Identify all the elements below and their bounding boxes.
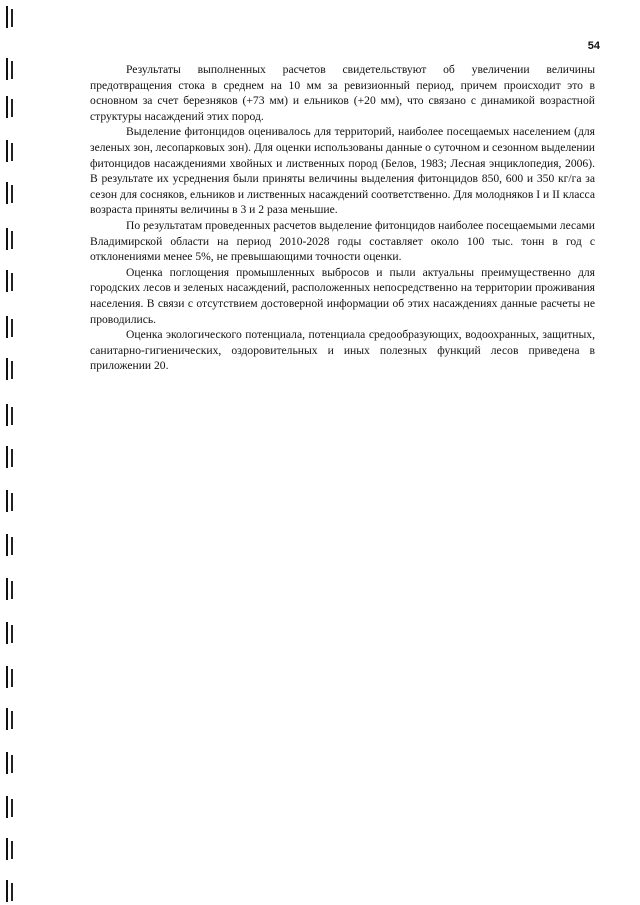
- binding-ring: [6, 880, 14, 902]
- binding-ring: [6, 752, 14, 774]
- binding-ring: [6, 270, 14, 292]
- binding-ring: [6, 228, 14, 250]
- binding-ring: [6, 446, 14, 468]
- spiral-binding: [0, 0, 22, 905]
- paragraph-phytoncides-method: Выделение фитонцидов оценивалось для территорий, наиболее посещаемых населением (для зеленых зон, лесопарковых зон). Для оценки использованы данные о суточном и сезонном выделении фитонцидов насаждениями хвойных и лиственных пород (Белов, 1983; Лесная энциклопедия, 2006). В результате их усреднения были приняты величины выделения фитонцидов 850, 600 и 350 кг/га за сезон для сосняков, ельников и лиственных насаждений соответственно. Для молодняков I и II класса возраста приняты величины в 3 и 2 раза меньшие.: [90, 125, 595, 217]
- binding-ring: [6, 622, 14, 644]
- binding-ring: [6, 666, 14, 688]
- binding-ring: [6, 6, 14, 28]
- page-number: 54: [587, 40, 600, 52]
- binding-ring: [6, 404, 14, 426]
- binding-ring: [6, 358, 14, 380]
- paragraph-emissions: Оценка поглощения промышленных выбросов и пыли актуальны преимущественно для городских лесов и зеленых насаждений, расположенных непосредственно на территории проживания населения. В связи с отсутствием достоверной информации об этих насаждениях данные расчеты не проводились.: [90, 265, 595, 326]
- binding-ring: [6, 708, 14, 730]
- binding-ring: [6, 796, 14, 818]
- binding-ring: [6, 838, 14, 860]
- binding-ring: [6, 490, 14, 512]
- paragraph-ecological-potential: Оценка экологического потенциала, потенциала средообразующих, водоохранных, защитных, санитарно-гигиенических, оздоровительных и иных полезных функций лесов приведена в приложении 20.: [90, 328, 595, 373]
- binding-ring: [6, 58, 14, 80]
- binding-ring: [6, 534, 14, 556]
- binding-ring: [6, 96, 14, 118]
- paragraph-runoff: Результаты выполненных расчетов свидетельствуют об увеличении величины предотвращения стока в среднем на 10 мм за ревизионный период, причем происходит это в основном за счет березняков (+73 мм) и ельников (+20 мм), что связано с динамикой возрастной структуры насаждений этих пород.: [90, 63, 595, 123]
- document-body: [90, 62, 595, 374]
- binding-ring: [6, 140, 14, 162]
- binding-ring: [6, 316, 14, 338]
- binding-ring: [6, 182, 14, 204]
- binding-ring: [6, 578, 14, 600]
- paragraph-phytoncides-result: По результатам проведенных расчетов выделение фитонцидов наиболее посещаемыми лесами Владимирской области на период 2010-2028 годы составляет около 100 тыс. тонн в год с отклонениями менее 5%, не превышающими точности оценки.: [90, 218, 595, 264]
